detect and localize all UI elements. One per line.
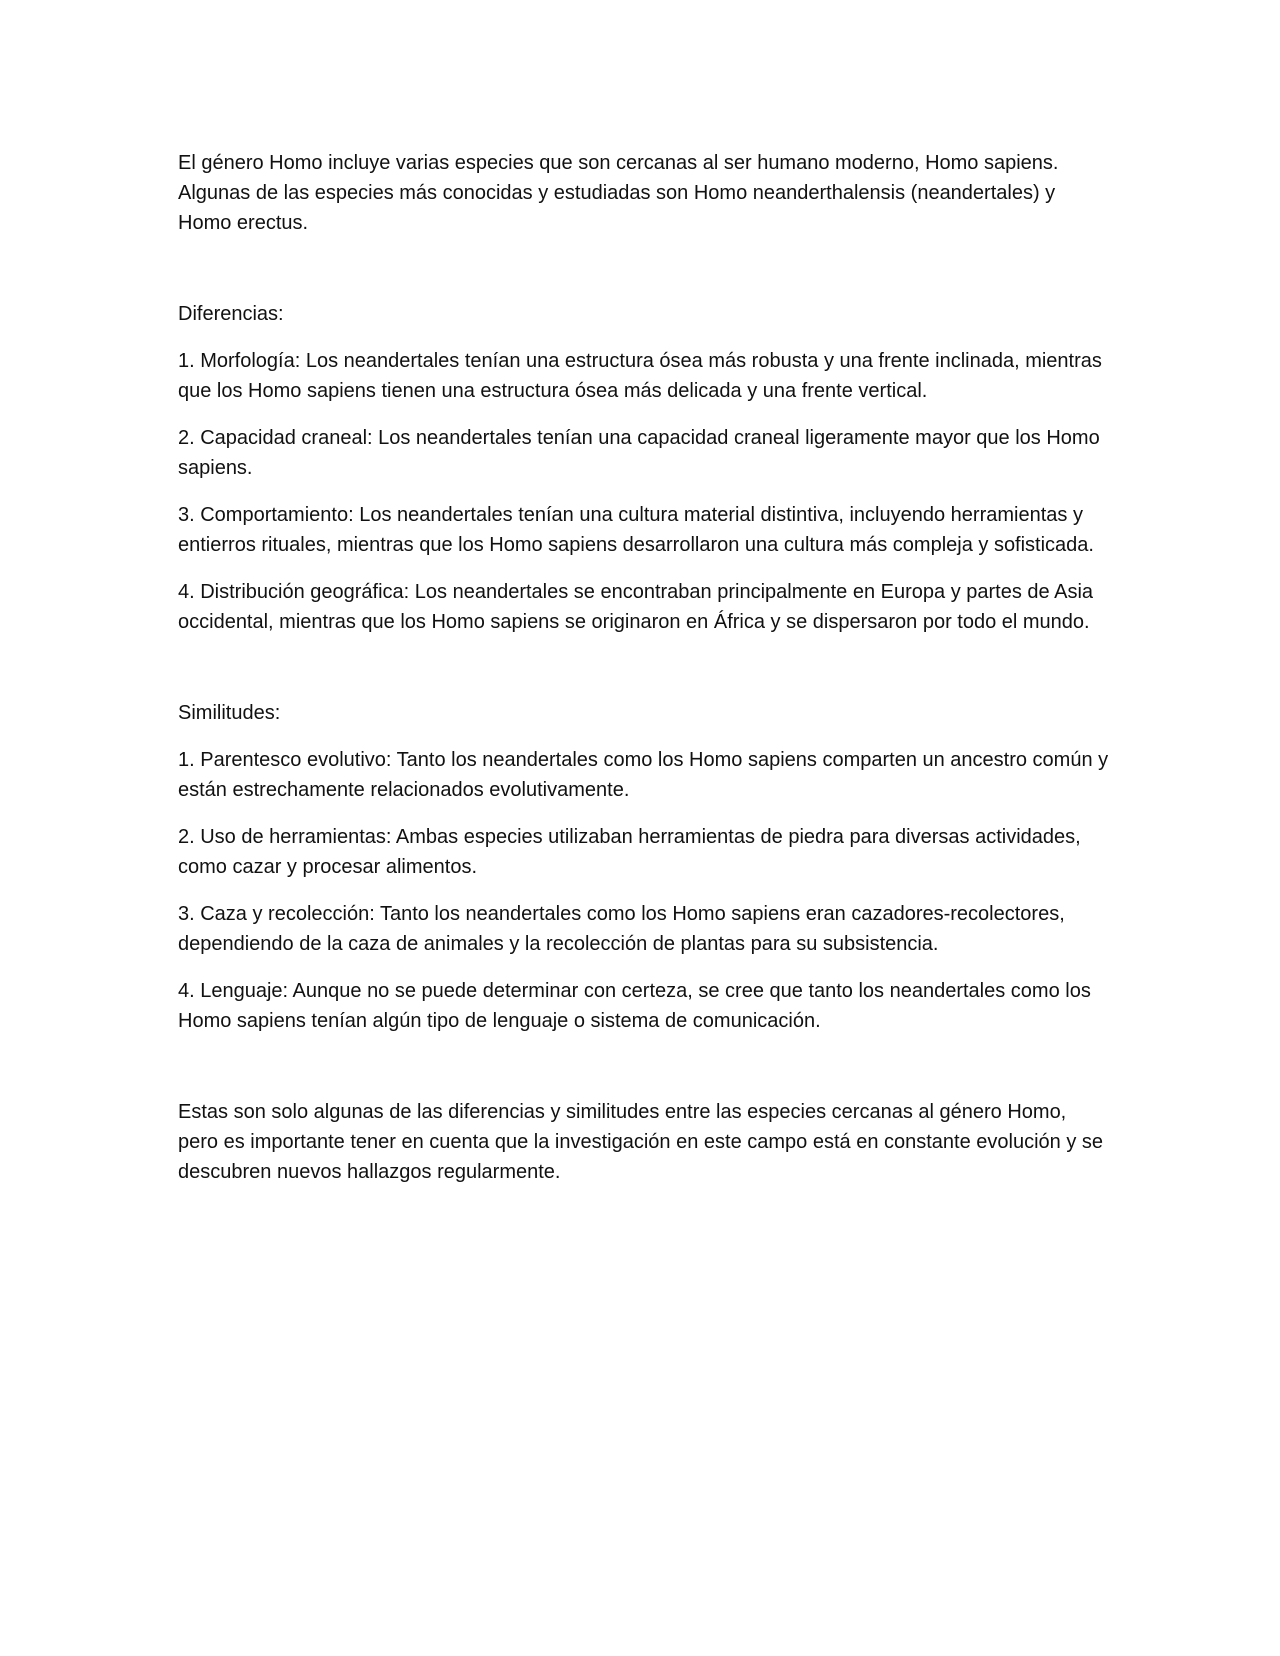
differences-heading: Diferencias: (178, 303, 284, 325)
similarity-item: 1. Parentesco evolutivo: Tanto los neandertales como los Homo sapiens comparten un ancestro común y están estrechamente relacionados evolutivamente. (178, 749, 1109, 801)
conclusion-paragraph: Estas son solo algunas de las diferencias y similitudes entre las especies cercanas al género Homo, pero es importante tener en cuenta que la investigación en este campo está en constante evolución y se descubren nuevos hallazgos regularmente. (178, 1101, 1104, 1183)
difference-item: 3. Comportamiento: Los neandertales tenían una cultura material distintiva, incluyendo herramientas y entierros rituales, mientras que los Homo sapiens desarrollaron una cultura más compleja y sofisticada. (178, 504, 1094, 556)
similarity-item: 2. Uso de herramientas: Ambas especies utilizaban herramientas de piedra para diversas actividades, como cazar y procesar alimentos. (178, 826, 1081, 878)
difference-item: 4. Distribución geográfica: Los neandertales se encontraban principalmente en Europa y partes de Asia occidental, mientras que los Homo sapiens se originaron en África y se dispersaron por todo el mundo. (178, 581, 1094, 633)
similarity-item: 4. Lenguaje: Aunque no se puede determinar con certeza, se cree que tanto los neandertales como los Homo sapiens tenían algún tipo de lenguaje o sistema de comunicación. (178, 980, 1091, 1032)
intro-paragraph: El género Homo incluye varias especies que son cercanas al ser humano moderno, Homo sapiens. Algunas de las especies más conocidas y estudiadas son Homo neanderthalensis (neandertales) y Homo erectus. (178, 152, 1059, 234)
similarity-item: 3. Caza y recolección: Tanto los neandertales como los Homo sapiens eran cazadores-recolectores, dependiendo de la caza de animales y la recolección de plantas para su subsistencia. (178, 903, 1065, 955)
difference-item: 1. Morfología: Los neandertales tenían una estructura ósea más robusta y una frente inclinada, mientras que los Homo sapiens tienen una estructura ósea más delicada y una frente vertical. (178, 350, 1102, 402)
difference-item: 2. Capacidad craneal: Los neandertales tenían una capacidad craneal ligeramente mayor que los Homo sapiens. (178, 427, 1100, 479)
spacer (178, 654, 1110, 698)
spacer (178, 255, 1110, 299)
similarities-heading: Similitudes: (178, 702, 281, 724)
spacer (178, 1053, 1110, 1097)
document-body (178, 148, 1110, 1204)
